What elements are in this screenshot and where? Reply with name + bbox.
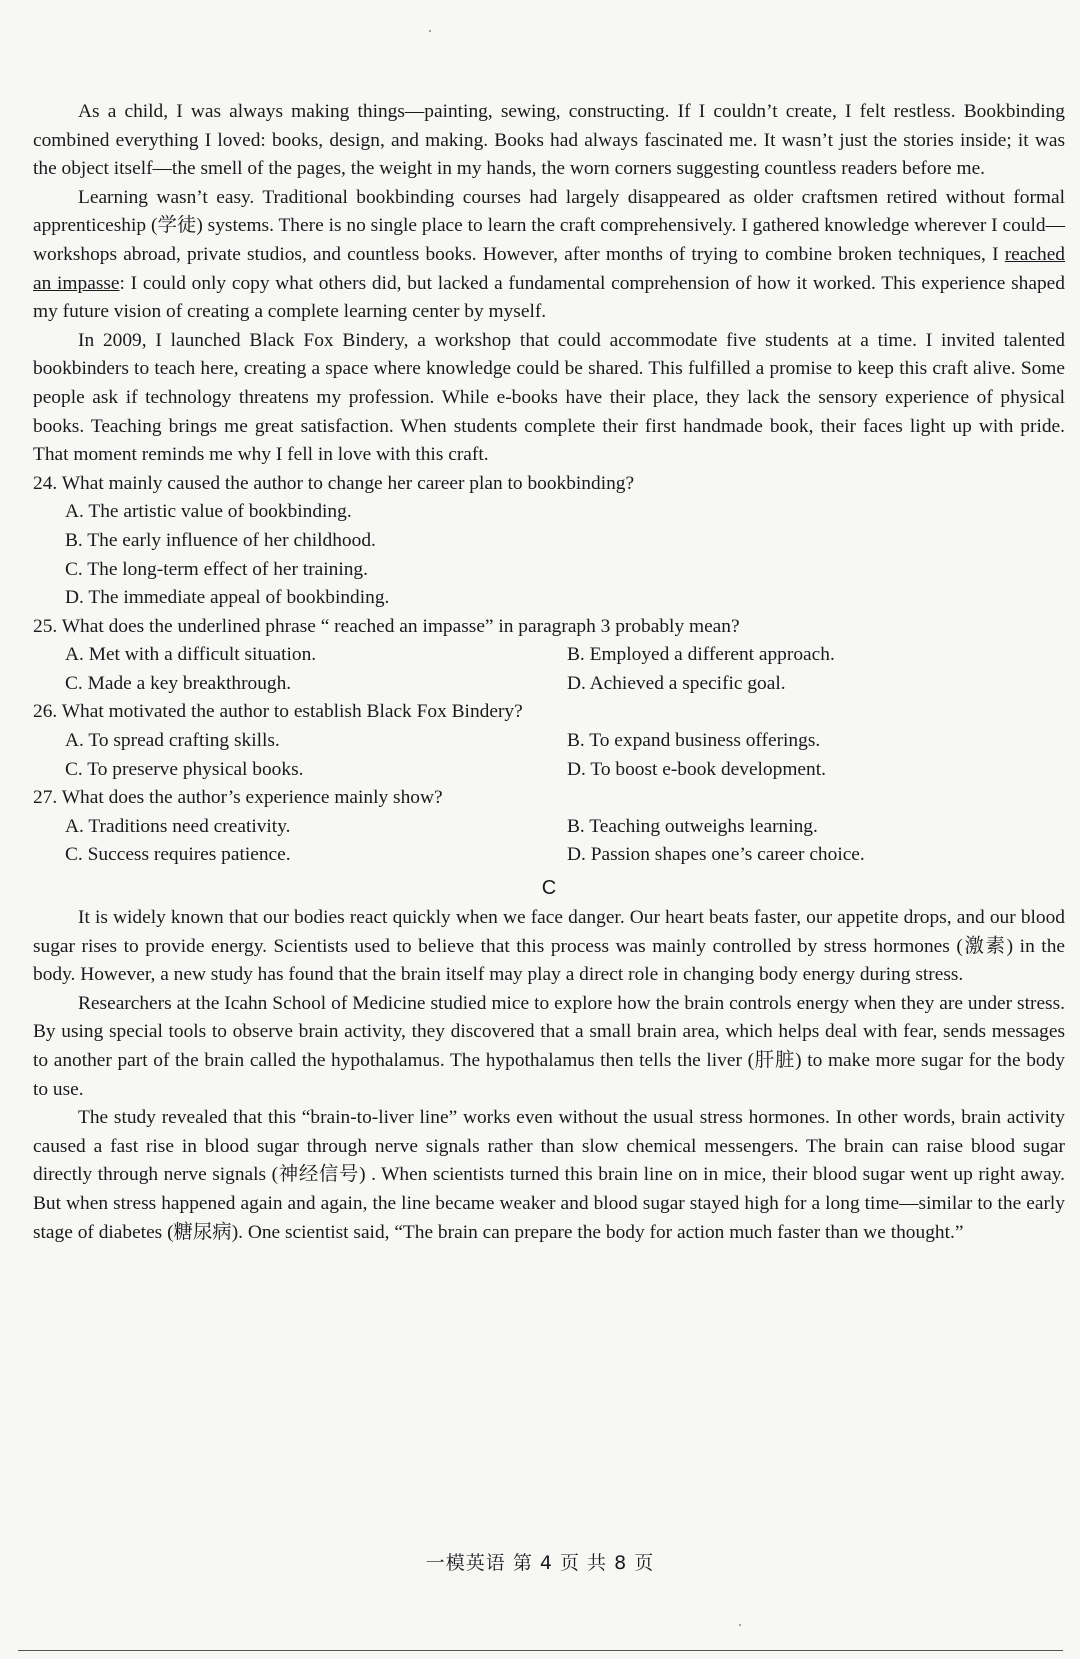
- bottom-divider: [18, 1650, 1063, 1651]
- question-27: [33, 784, 1065, 870]
- question-26: [33, 698, 1065, 784]
- question-stem: 26. What motivated the author to establish Black Fox Bindery?: [33, 701, 523, 723]
- underlined-phrase: reached an impasse: [33, 243, 1065, 294]
- option-a: A. The artistic value of bookbinding.: [65, 501, 352, 523]
- option-b: B. Employed a different approach.: [567, 644, 835, 666]
- option-c: C. To preserve physical books.: [65, 758, 304, 780]
- passage-b-paragraph-3: In 2009, I launched Black Fox Bindery, a workshop that could accommodate five students at a time. I invited talented bookbinders to teach here, creating a space where knowledge could be shared. This fulfilled a promise to keep this craft alive. Some people ask if technology threatens my profession. While e-books have their place, they lack the sensory experience of physical books. Teaching brings me great satisfaction. When students complete their first handmade book, their faces light up with pride. That moment reminds me why I fell in love with this craft.: [33, 329, 1065, 466]
- page-footer: 一模英语 第 4 页 共 8 页: [425, 1552, 655, 1574]
- option-a: A. Met with a difficult situation.: [65, 644, 317, 666]
- option-a: A. Traditions need creativity.: [65, 815, 291, 837]
- question-stem: 24. What mainly caused the author to change her career plan to bookbinding?: [33, 472, 635, 494]
- paragraph-text: : I could only copy what others did, but lacked a fundamental comprehension of how it worked. This experience shaped my future vision of creating a complete learning center by myself.: [33, 272, 1065, 323]
- scan-speck: [429, 30, 431, 32]
- passage-c-paragraph-3: The study revealed that this “brain-to-liver line” works even without the usual stress hormones. In other words, brain activity caused a fast rise in blood sugar through nerve signals rather than slow chemical messengers. The brain can raise blood sugar directly through nerve signals (神经信号) . When scientists turned this brain line on in mice, their blood sugar went up right away. But when stress happened again and again, the line became weaker and blood sugar stayed high for a long time—similar to the early stage of diabetes (糖尿病). One scientist said, “The brain can prepare the body for action much faster than we thought.”: [33, 1107, 1065, 1243]
- passage-c-paragraph-2: Researchers at the Icahn School of Medicine studied mice to explore how the brain controls energy when they are under stress. By using special tools to observe brain activity, they discovered that a small brain area, which helps deal with fear, sends messages to another part of the brain called the hypothalamus. The hypothalamus then tells the liver (肝脏) to make more sugar for the body to use.: [33, 992, 1065, 1100]
- option-b: B. To expand business offerings.: [567, 730, 821, 752]
- passage-c-paragraph-1: It is widely known that our bodies react quickly when we face danger. Our heart beats faster, our appetite drops, and our blood sugar rises to provide energy. Scientists used to believe that this process was mainly controlled by stress hormones (激素) in the body. However, a new study has found that the brain itself may play a direct role in changing body energy during stress.: [33, 907, 1065, 986]
- option-b: B. Teaching outweighs learning.: [567, 815, 818, 837]
- option-c: C. Made a key breakthrough.: [65, 672, 292, 694]
- option-a: A. To spread crafting skills.: [65, 730, 280, 752]
- question-stem: 25. What does the underlined phrase “ reached an impasse” in paragraph 3 probably mean?: [33, 615, 740, 637]
- question-24: [33, 470, 1065, 613]
- option-b: B. The early influence of her childhood.: [65, 529, 376, 551]
- option-d: D. The immediate appeal of bookbinding.: [65, 587, 390, 609]
- option-d: D. To boost e-book development.: [567, 758, 826, 780]
- question-stem: 27. What does the author’s experience mainly show?: [33, 787, 443, 809]
- exam-page: [33, 98, 1065, 1247]
- passage-b-paragraph-2: [33, 184, 1065, 327]
- option-d: D. Achieved a specific goal.: [567, 672, 786, 694]
- option-d: D. Passion shapes one’s career choice.: [567, 844, 865, 866]
- passage-b-paragraph-1: As a child, I was always making things—painting, sewing, constructing. If I couldn’t create, I felt restless. Bookbinding combined everything I loved: books, design, and making. Books had always fascinated me. It wasn’t just the stories inside; it was the object itself—the smell of the pages, the weight in my hands, the worn corners suggesting countless readers before me.: [33, 101, 1065, 180]
- option-c: C. Success requires patience.: [65, 844, 291, 866]
- scan-speck: [739, 1624, 741, 1626]
- section-c-heading: C: [541, 877, 557, 900]
- question-25: [33, 613, 1065, 699]
- paragraph-text: Learning wasn’t easy. Traditional bookbinding courses had largely disappeared as older craftsmen retired without formal apprenticeship (学徒) systems. There is no single place to learn the craft comprehensively. I gathered knowledge wherever I could—workshops abroad, private studios, and countless books. However, after months of trying to combine broken techniques, I: [33, 186, 1065, 265]
- option-c: C. The long-term effect of her training.: [65, 558, 368, 580]
